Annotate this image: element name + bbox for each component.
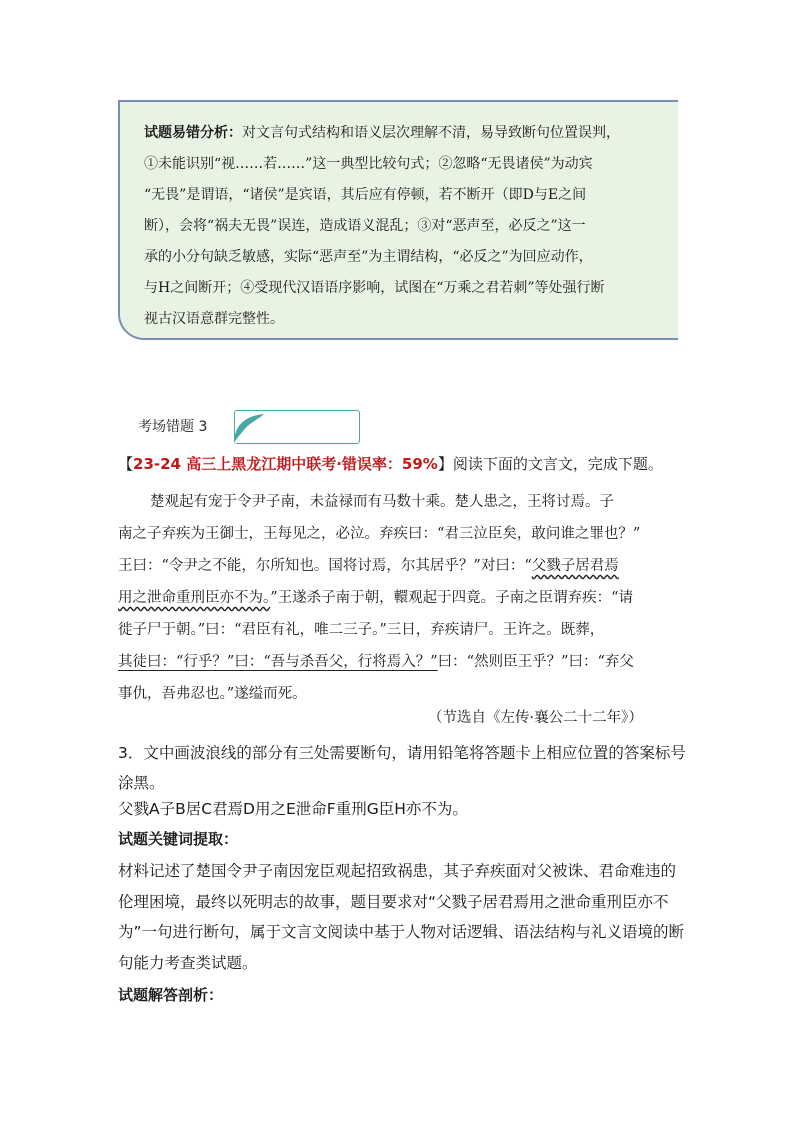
analysis-line-5: 承的小分句缺乏敏感，实际“恶声至”为主谓结构，“必反之”为回应动作， (144, 249, 593, 265)
error-analysis-label: 试题易错分析： (144, 125, 242, 141)
passage-line: 楚观起有宠于令尹子南，未益禄而有马数十乘。楚人患之，王将讨焉。子 (150, 494, 614, 510)
passage-line: 南之子弃疾为王御士，王每见之，必泣。弃疾曰：“君三泣臣矣，敢问谁之罪也？” (118, 526, 641, 542)
analysis-line-4: 断），会将“祸夫无畏”误连，造成语义混乱；③对“恶声至，必反之”这一 (144, 218, 586, 234)
wavy-underlined-text: 用之泄命重刑臣亦不为。 (118, 590, 271, 606)
keyword-text: 材料记述了楚国令尹子南因宠臣观起招致祸患，其子弃疾面对父被诛、君命难违的伦理困境，最终以死明志的故事，题目要求对“父戮子居君焉用之泄命重刑臣亦不为”一句进行断句，属于文言文阅读中基于人物对话逻辑、语法结构与礼义语境的断句能力考查类试题。 (118, 862, 685, 972)
wavy-underlined-text: 父戮子居君焉 (531, 558, 619, 574)
analysis-line-3: “无畏”是谓语，“诸侯”是宾语，其后应有停顿，若不断开（即D与E之间 (144, 187, 587, 203)
underlined-text: 其徒曰：“行乎？”曰：“吾与杀吾父，行将焉入？” (118, 654, 438, 670)
error-analysis-box (118, 100, 678, 340)
question-text: 3．文中画波浪线的部分有三处需要断句，请用铅笔将答题卡上相应位置的答案标号涂黑。 (118, 744, 686, 792)
passage-text: ”王遂杀子南于朝，轘观起于四竟。子南之臣谓弃疾：“请 (270, 590, 634, 606)
passage-citation: （节选自《左传·襄公二十二年》） (428, 710, 643, 726)
source-highlight: 23-24 高三上黑龙江期中联考·错误率：59% (133, 455, 438, 473)
answer-options: 父戮A子B居C君焉D用之E泄命F重刑G臣H亦不为。 (118, 800, 468, 818)
question-source (118, 453, 663, 474)
leaf-icon (230, 412, 266, 446)
passage-line (118, 646, 680, 678)
passage-line (118, 582, 680, 614)
passage-text: 王曰：“令尹之不能，尔所知也。国将讨焉，尔其居乎？”对曰：“ (118, 558, 532, 574)
analysis-line-6: 与H之间断开；④受现代汉语语序影响，试图在“万乘之君若刺”等处强行断 (144, 280, 605, 296)
analysis-line-2: ①未能识别“视……若……”这一典型比较句式；②忽略“无畏诸侯”为动宾 (144, 156, 593, 172)
bracket-close: 】 (437, 455, 453, 473)
error-question-tag (138, 410, 368, 446)
answer-heading: 试题解答剖析： (118, 986, 224, 1004)
passage-text: 曰：“然则臣王乎？”曰：“弃父 (437, 654, 634, 670)
classical-passage (118, 486, 680, 710)
analysis-line-7: 视古汉语意群完整性。 (144, 311, 284, 327)
passage-line (118, 550, 680, 582)
analysis-line-1: 对文言句式结构和语义层次理解不清，易导致断句位置误判， (242, 125, 620, 141)
passage-line: 徙子尸于朝。”曰：“君臣有礼，唯二三子。”三日，弃疾请尸。王许之。既葬， (118, 622, 605, 638)
tag-label: 考场错题 3 (138, 419, 208, 435)
keyword-heading: 试题关键词提取： (118, 830, 239, 848)
bracket-open: 【 (118, 455, 134, 473)
error-analysis-text (144, 118, 678, 335)
source-instruction: 阅读下面的文言文，完成下题。 (452, 455, 663, 473)
passage-line: 事仇，吾弗忍也。”遂缢而死。 (118, 686, 307, 702)
